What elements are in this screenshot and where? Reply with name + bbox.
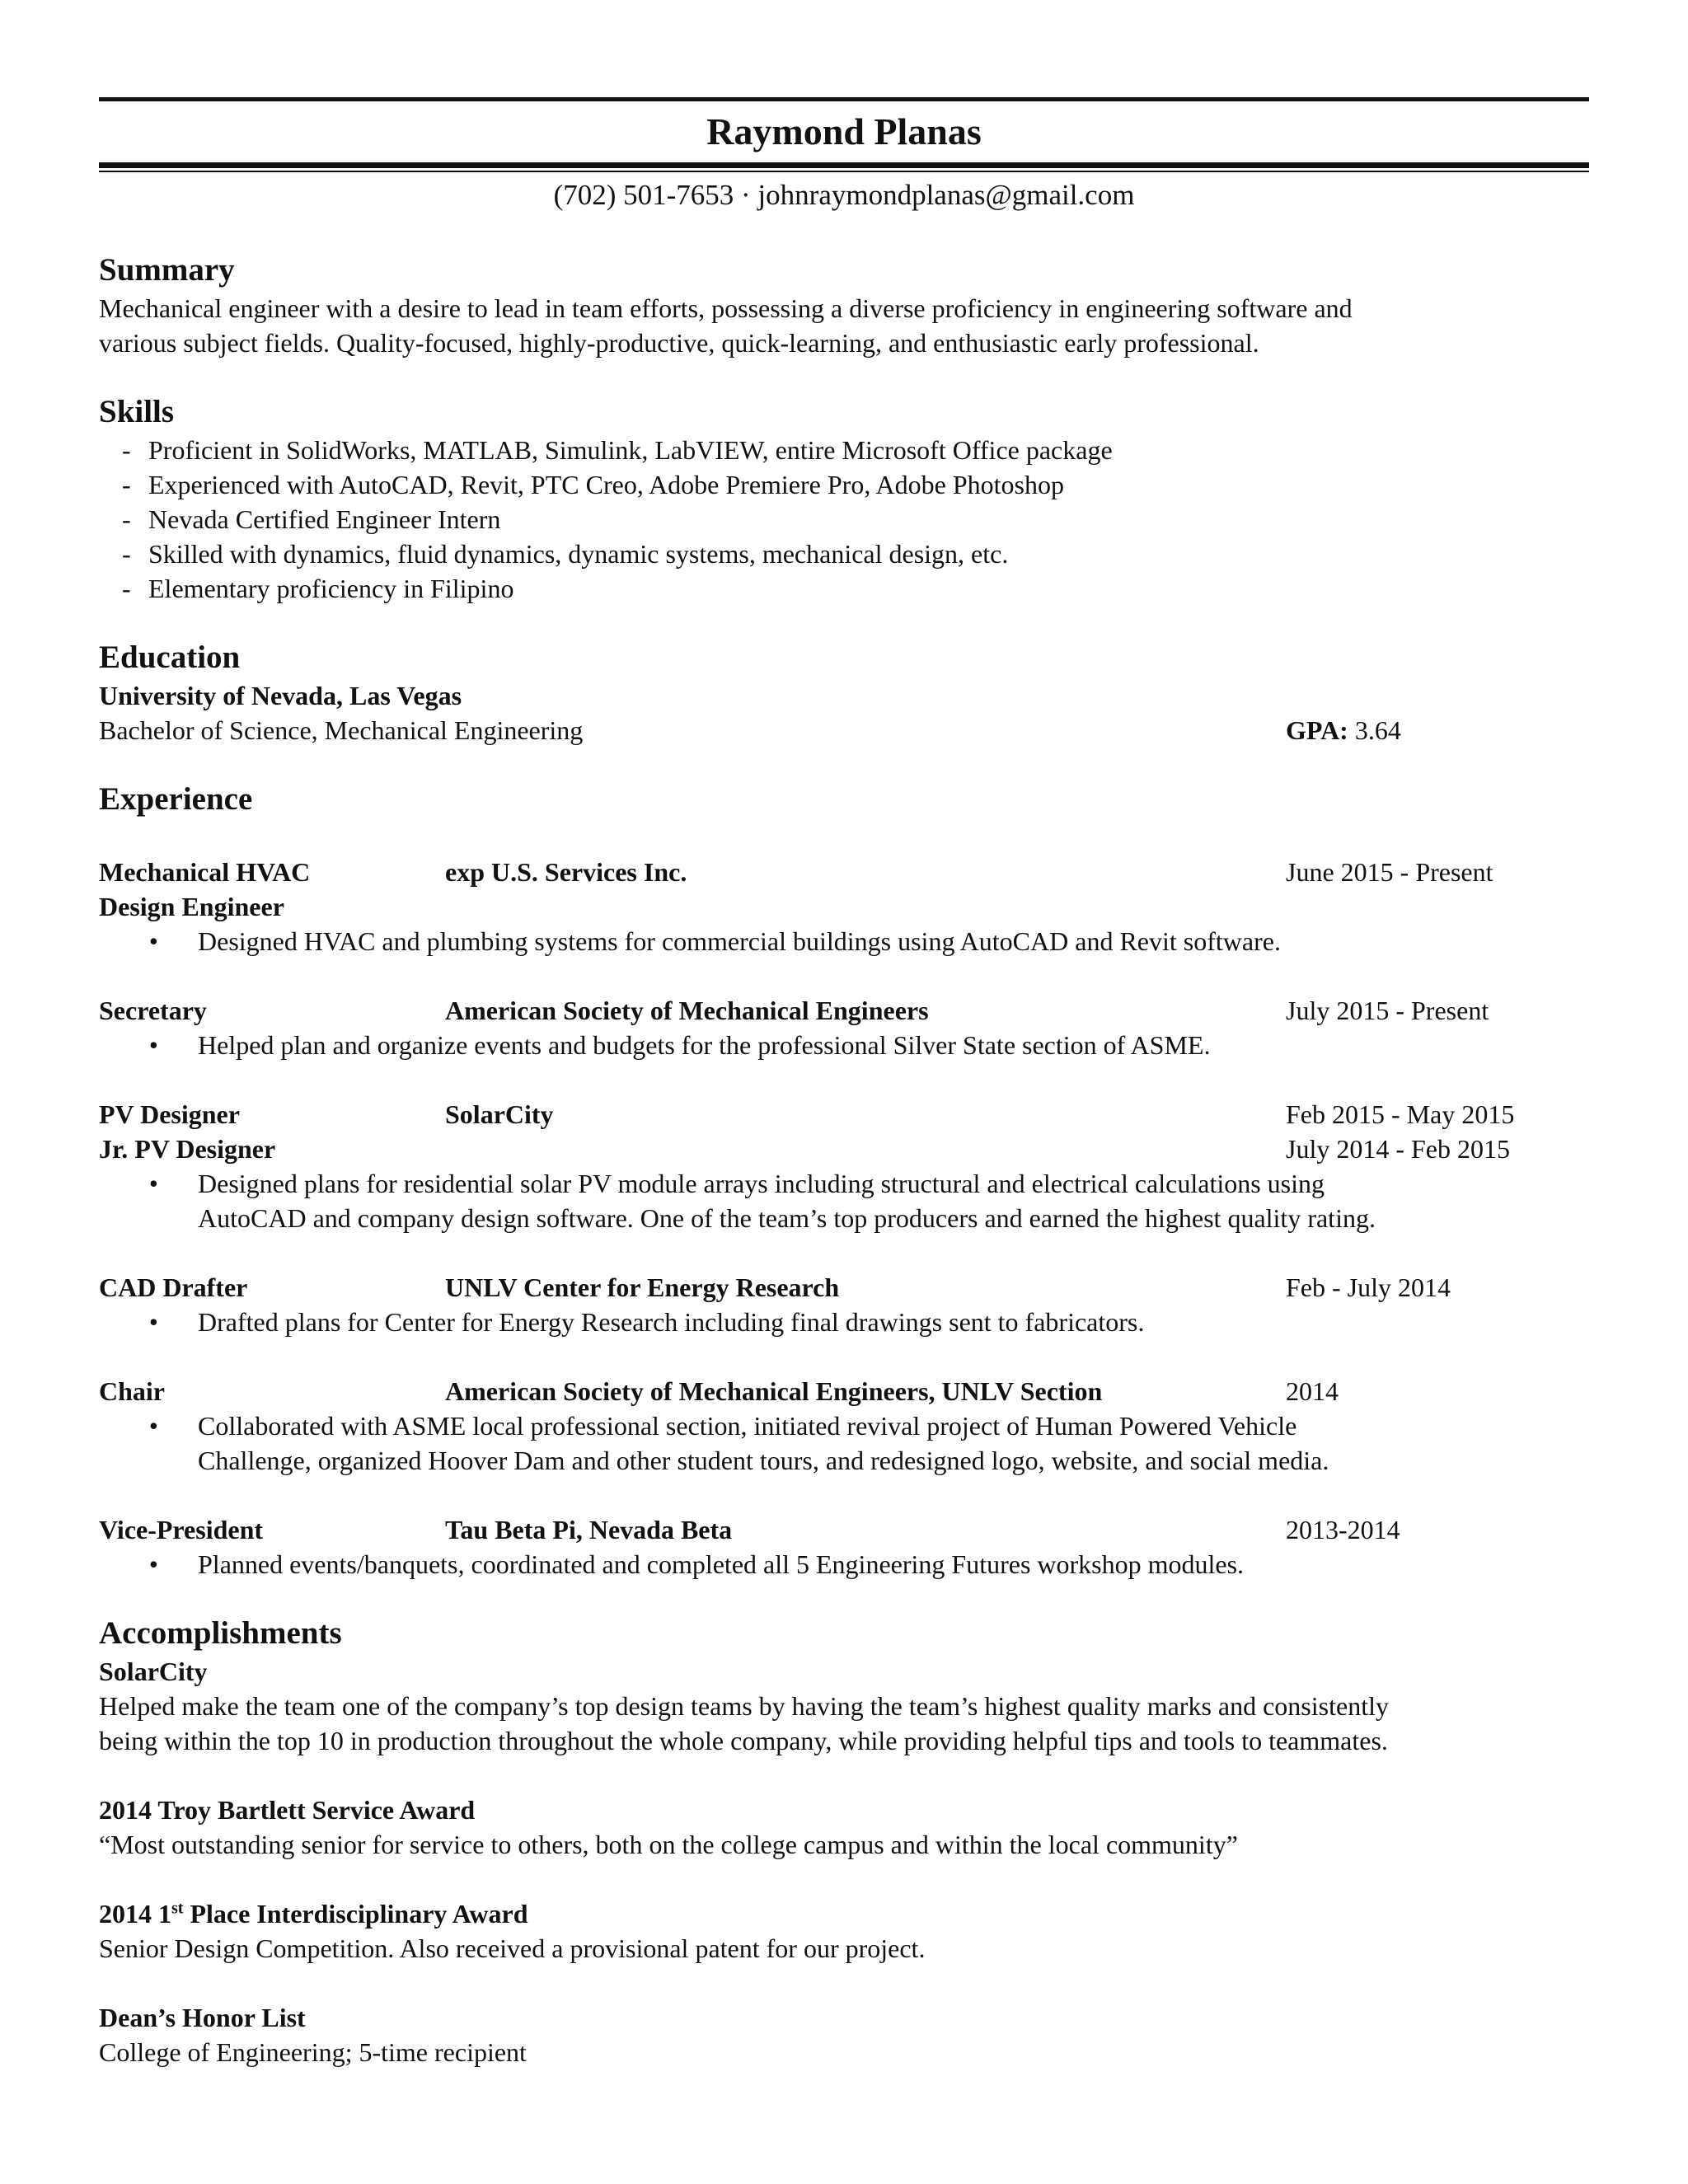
job-dates: July 2014 - Feb 2015 xyxy=(1286,1134,1510,1164)
job-bullets xyxy=(99,1547,1589,1582)
list-item: • Drafted plans for Center for Energy Research including final drawings sent to fabricators. xyxy=(148,1307,1145,1337)
accomplishment-line: “Most outstanding senior for service to others, both on the college campus and within the local community” xyxy=(99,1830,1238,1859)
candidate-name: Raymond Planas xyxy=(706,110,982,152)
job-role: CAD Drafter xyxy=(99,1272,248,1302)
job-org: SolarCity xyxy=(445,1099,554,1129)
degree-row xyxy=(99,713,1589,748)
job-entry xyxy=(99,993,1589,1062)
accomplishments-section xyxy=(99,1613,1589,2069)
job-bullets xyxy=(99,1166,1589,1235)
list-item: - Skilled with dynamics, fluid dynamics, dynamic systems, mechanical design, etc. xyxy=(122,539,1009,569)
accomplishment-entry xyxy=(99,1896,1589,1966)
resume-page xyxy=(99,97,1589,2069)
job-bullets xyxy=(99,1305,1589,1339)
job-role: Vice-President xyxy=(99,1515,264,1544)
header-bottom-thin-rule xyxy=(99,171,1589,172)
accomplishment-entry xyxy=(99,2000,1589,2069)
list-item: - Experienced with AutoCAD, Revit, PTC Creo, Adobe Premiere Pro, Adobe Photoshop xyxy=(122,470,1064,499)
accomplishment-heading: 2014 Troy Bartlett Service Award xyxy=(99,1795,476,1825)
accomplishment-line: College of Engineering; 5-time recipient xyxy=(99,2037,527,2067)
skills-section xyxy=(99,391,1589,606)
school-name: University of Nevada, Las Vegas xyxy=(99,681,462,710)
job-role: Design Engineer xyxy=(99,892,284,921)
gpa-label: GPA: xyxy=(1286,715,1348,745)
job-bullets xyxy=(99,1028,1589,1062)
accomplishment-heading: SolarCity xyxy=(99,1657,208,1686)
section-title: Experience xyxy=(99,781,253,817)
section-title: Accomplishments xyxy=(99,1615,342,1651)
accomplishment-line: Helped make the team one of the company’s top design teams by having the team’s highest quality marks and consistently xyxy=(99,1691,1389,1721)
accomplishment-entry xyxy=(99,1654,1589,1758)
job-role: Secretary xyxy=(99,996,207,1025)
summary-line: Mechanical engineer with a desire to lead in team efforts, possessing a diverse proficiency in engineering software and xyxy=(99,293,1353,323)
accomplishment-line: Senior Design Competition. Also received a provisional patent for our project. xyxy=(99,1933,926,1963)
summary-section xyxy=(99,250,1589,360)
accomplishment-heading: 2014 1st Place Interdisciplinary Award xyxy=(99,1899,528,1929)
job-entry xyxy=(99,1270,1589,1339)
experience-section xyxy=(99,779,1589,1582)
list-item: - Elementary proficiency in Filipino xyxy=(122,574,514,603)
job-entry xyxy=(99,1512,1589,1582)
contact-info: (702) 501-7653 · johnraymondplanas@gmail.com xyxy=(553,179,1135,211)
job-org: UNLV Center for Energy Research xyxy=(445,1272,840,1302)
header-bottom-rule xyxy=(99,162,1589,168)
job-bullets xyxy=(99,1408,1589,1478)
list-item: • Planned events/banquets, coordinated and completed all 5 Engineering Futures workshop modules. xyxy=(148,1549,1245,1579)
list-item: • Collaborated with ASME local professional section, initiated revival project of Human Powered Vehicle Challenge, organized Hoover Dam and other student tours, and redesigned logo, website, and social media. xyxy=(148,1411,1329,1475)
section-title: Summary xyxy=(99,252,235,288)
job-bullets xyxy=(99,924,1589,958)
accomplishment-line: being within the top 10 in production throughout the whole company, while providing helpful tips and tools to teammates. xyxy=(99,1726,1388,1755)
skills-list xyxy=(99,433,1589,606)
gpa-value: 3.64 xyxy=(1354,715,1401,745)
job-entry xyxy=(99,1097,1589,1235)
job-dates: June 2015 - Present xyxy=(1286,857,1493,887)
job-org: American Society of Mechanical Engineers, UNLV Section xyxy=(445,1376,1103,1406)
job-role: Mechanical HVAC xyxy=(99,857,311,887)
job-role: PV Designer xyxy=(99,1099,240,1129)
job-dates: 2014 xyxy=(1286,1376,1339,1406)
header-top-rule xyxy=(99,97,1589,101)
accomplishment-heading: Dean’s Honor List xyxy=(99,2003,306,2032)
education-section xyxy=(99,637,1589,748)
list-item: • Designed HVAC and plumbing systems for commercial buildings using AutoCAD and Revit software. xyxy=(148,926,1281,956)
summary-line: various subject fields. Quality-focused, highly-productive, quick-learning, and enthusiastic early professional. xyxy=(99,328,1259,358)
list-item: • Designed plans for residential solar PV module arrays including structural and electrical calculations using AutoCAD and company design software. One of the team’s top producers and earned the highest quality rating. xyxy=(148,1169,1376,1233)
job-dates: Feb 2015 - May 2015 xyxy=(1286,1099,1515,1129)
job-entry xyxy=(99,855,1589,958)
job-role: Jr. PV Designer xyxy=(99,1134,276,1164)
job-dates: 2013-2014 xyxy=(1286,1515,1400,1544)
list-item: - Nevada Certified Engineer Intern xyxy=(122,504,501,534)
job-entry xyxy=(99,1374,1589,1478)
list-item: - Proficient in SolidWorks, MATLAB, Simulink, LabVIEW, entire Microsoft Office package xyxy=(122,435,1113,465)
job-org: American Society of Mechanical Engineers xyxy=(445,996,929,1025)
job-org: exp U.S. Services Inc. xyxy=(445,857,687,887)
degree: Bachelor of Science, Mechanical Engineering xyxy=(99,715,584,745)
accomplishment-entry xyxy=(99,1793,1589,1862)
job-role: Chair xyxy=(99,1376,165,1406)
section-title: Education xyxy=(99,640,241,675)
list-item: • Helped plan and organize events and budgets for the professional Silver State section of ASME. xyxy=(148,1030,1211,1060)
job-org: Tau Beta Pi, Nevada Beta xyxy=(445,1515,733,1544)
job-dates: Feb - July 2014 xyxy=(1286,1272,1451,1302)
job-dates: July 2015 - Present xyxy=(1286,996,1489,1025)
section-title: Skills xyxy=(99,394,175,429)
